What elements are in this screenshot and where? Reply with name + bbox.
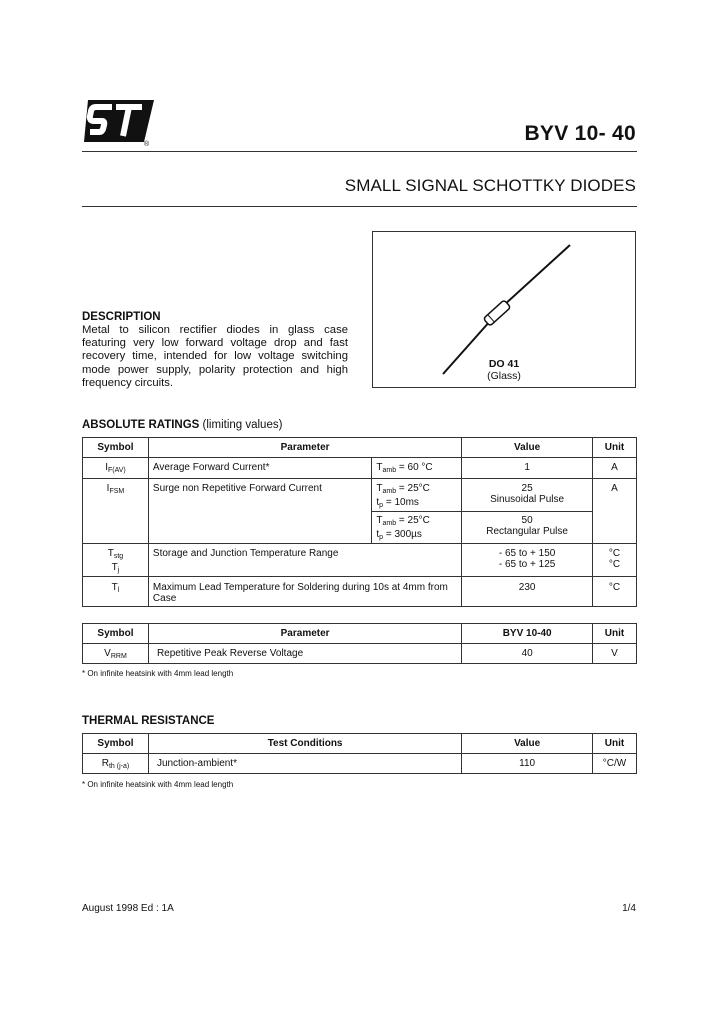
package-name: DO 41 (488, 358, 520, 370)
col-parameter: Parameter (148, 438, 461, 458)
reverse-voltage-table (82, 623, 637, 664)
package-material: (Glass) (487, 370, 521, 382)
table-header-row: Symbol Parameter BYV 10-40 Unit (83, 624, 637, 644)
absolute-ratings-heading: ABSOLUTE RATINGS (limiting values) (82, 419, 283, 431)
table-row: $T_{amb} = 25^\circ C$ $t_p = 300\mu s$ 50 Rectangular Pulse (83, 512, 637, 544)
table-row: $I_{F(AV)}$ Average Forward Current* $T_{amb} = 60$ °C 1 A (83, 458, 637, 479)
table-row: $I_{FSM}$ Surge non Repetitive Forward Current $T_{amb} = 25^\circ C$ $t_p = 10ms$ 25 Sinusoidal Pulse A (83, 479, 637, 512)
table-header-row (83, 438, 637, 458)
col-value: Value (462, 438, 593, 458)
part-number-title: BYV 10- 40 (524, 122, 636, 145)
package-figure (372, 231, 636, 388)
description-heading: DESCRIPTION (82, 311, 161, 323)
voltage-footnote: * On infinite heatsink with 4mm lead length (82, 669, 234, 678)
subtitle-rule (82, 206, 637, 207)
thermal-footnote: * On infinite heatsink with 4mm lead length (82, 780, 234, 789)
table-row: $T_{stg}$ $T_j$ Storage and Junction Temperature Range - 65 to + 150 - 65 to + 125 °C °C (83, 544, 637, 577)
svg-text:®: ® (144, 141, 150, 148)
col-symbol: Symbol (83, 438, 149, 458)
description-text: Metal to silicon rectifier diodes in glass case featuring very low forward voltage drop and fast recovery time, intended for low voltage switching mode power supply, polarity protection and high frequency circuits. (82, 324, 348, 389)
col-unit: Unit (593, 438, 637, 458)
footer-date: August 1998 Ed : 1A (82, 903, 174, 914)
thermal-heading: THERMAL RESISTANCE (82, 715, 215, 727)
table-row: $R_{th (j-a)}$ Junction-ambient* 110 °C/W (83, 754, 637, 774)
table-header-row: Symbol Test Conditions Value Unit (83, 734, 637, 754)
header-rule (82, 151, 637, 152)
page-number: 1/4 (622, 903, 636, 914)
st-logo (82, 98, 154, 148)
absolute-ratings-table (82, 437, 637, 607)
table-row: $T_l$ Maximum Lead Temperature for Soldering during 10s at 4mm from Case 230 °C (83, 577, 637, 607)
table-row: $V_{RRM}$ Repetitive Peak Reverse Voltage 40 V (83, 644, 637, 664)
thermal-table (82, 733, 637, 774)
document-subtitle: SMALL SIGNAL SCHOTTKY DIODES (344, 176, 636, 195)
